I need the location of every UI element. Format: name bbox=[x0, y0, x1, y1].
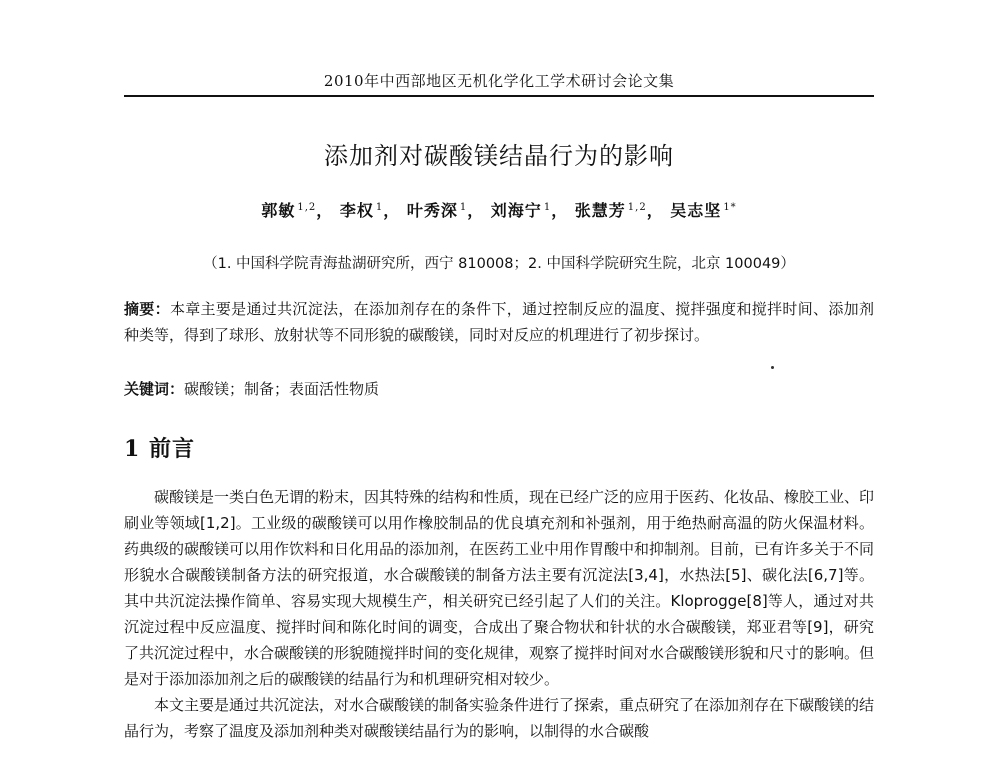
author-affiliation-mark: 1 bbox=[375, 201, 384, 213]
author-affiliation-mark: 1 bbox=[543, 201, 552, 213]
keywords-text: 碳酸镁；制备；表面活性物质 bbox=[184, 380, 380, 398]
paper-title: 添加剂对碳酸镁结晶行为的影响 bbox=[324, 142, 674, 170]
author-name: 李权 bbox=[339, 201, 374, 220]
abstract-text: 本章主要是通过共沉淀法，在添加剂存在的条件下，通过控制反应的温度、搅拌强度和搅拌时间、添加剂种类等，得到了球形、放射状等不同形貌的碳酸镁，同时对反应的机理进行了初步探讨。 bbox=[124, 300, 874, 344]
author-affiliation-mark: 1 bbox=[459, 201, 468, 213]
author-separator: ， bbox=[467, 201, 485, 220]
author-separator: ， bbox=[316, 201, 334, 220]
abstract-label: 摘要： bbox=[124, 300, 170, 318]
author-list bbox=[124, 198, 874, 221]
section-body bbox=[124, 484, 874, 744]
section-heading: 1 前言 bbox=[124, 436, 195, 462]
author-name: 张慧芳 bbox=[574, 201, 626, 220]
author-name: 吴志坚 bbox=[670, 201, 722, 220]
author-separator: ， bbox=[551, 201, 569, 220]
abstract bbox=[124, 296, 874, 348]
affiliation-line: （1. 中国科学院青海盐湖研究所，西宁 810008；2. 中国科学院研究生院，北京 100049） bbox=[203, 256, 795, 272]
author-affiliation-mark: 1,2 bbox=[297, 201, 317, 213]
author-affiliation-mark: 1* bbox=[723, 201, 737, 213]
author-name: 刘海宁 bbox=[490, 201, 542, 220]
header-rule bbox=[124, 95, 874, 97]
author-name: 郭敏 bbox=[261, 201, 296, 220]
author-separator: ， bbox=[383, 201, 401, 220]
author-affiliation-mark: 1,2 bbox=[627, 201, 647, 213]
body-paragraph: 碳酸镁是一类白色无谓的粉末，因其特殊的结构和性质，现在已经广泛的应用于医药、化妆品、橡胶工业、印刷业等领域[1,2]。工业级的碳酸镁可以用作橡胶制品的优良填充剂和补强剂，用于绝热耐高温的防火保温材料。药典级的碳酸镁可以用作饮料和日化用品的添加剂，在医药工业中用作胃酸中和抑制剂。目前，已有许多关于不同形貌水合碳酸镁制备方法的研究报道，水合碳酸镁的制备方法主要有沉淀法[3,4]，水热法[5]、碳化法[6,7]等。其中共沉淀法操作简单、容易实现大规模生产，相关研究已经引起了人们的关注。Kloprogge[8]等人，通过对共沉淀过程中反应温度、搅拌时间和陈化时间的调变，合成出了聚合物状和针状的水合碳酸镁，郑亚君等[9]，研究了共沉淀过程中，水合碳酸镁的形貌随搅拌时间的变化规律，观察了搅拌时间对水合碳酸镁形貌和尺寸的影响。但是对于添加添加剂之后的碳酸镁的结晶行为和机理研究相对较少。 bbox=[124, 488, 875, 688]
body-paragraph: 本文主要是通过共沉淀法，对水合碳酸镁的制备实验条件进行了探索，重点研究了在添加剂存在下碳酸镁的结晶行为，考察了温度及添加剂种类对碳酸镁结晶行为的影响，以制得的水合碳酸 bbox=[124, 696, 875, 740]
keywords bbox=[124, 376, 874, 402]
keywords-label: 关键词： bbox=[124, 380, 185, 398]
scan-artifact-dot bbox=[771, 366, 774, 369]
author-name: 叶秀深 bbox=[406, 201, 458, 220]
author-separator: ， bbox=[646, 201, 664, 220]
running-header: 2010年中西部地区无机化学化工学术研讨会论文集 bbox=[323, 72, 675, 90]
